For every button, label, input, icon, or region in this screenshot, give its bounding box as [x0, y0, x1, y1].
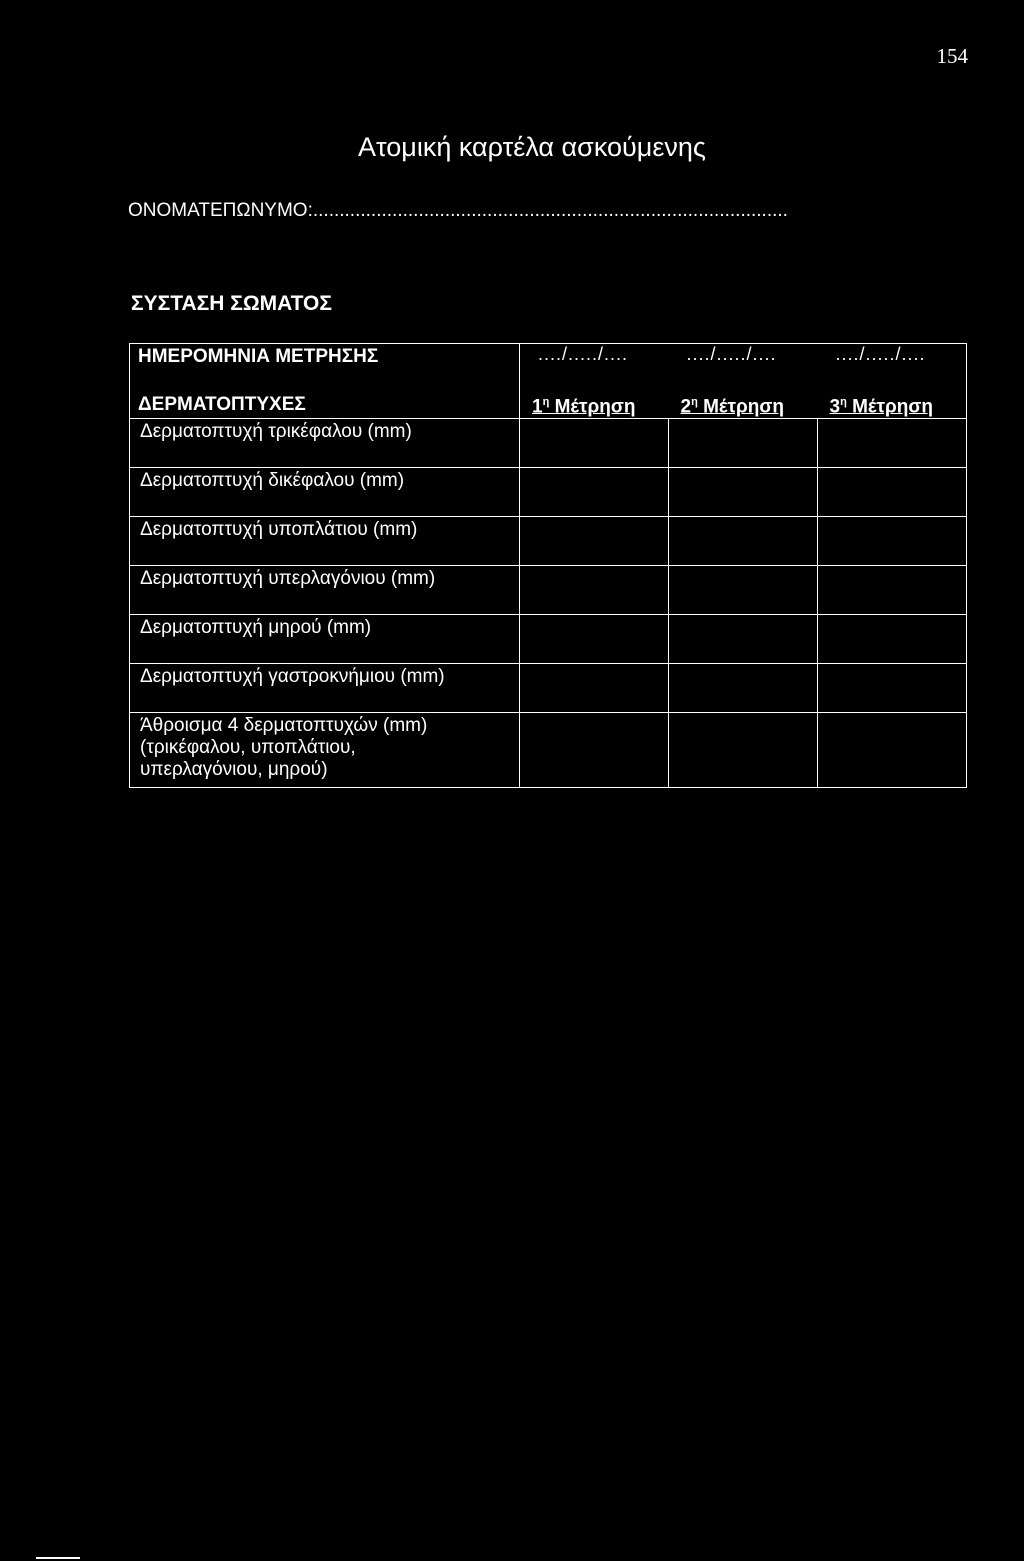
value-cell[interactable] — [520, 566, 669, 615]
value-cell[interactable] — [669, 566, 818, 615]
value-cell[interactable] — [818, 713, 967, 788]
skinfolds-header: ΔΕΡΜΑΤΟΠΤΥΧΕΣ — [138, 394, 306, 415]
measurement-1-date: ..../...../.... — [538, 344, 629, 364]
row-label: Δερματοπτυχή υποπλάτιου (mm) — [130, 517, 520, 566]
value-cell[interactable] — [520, 615, 669, 664]
measurement-1-label: $1^\eta$ Μέτρηση — [532, 396, 636, 418]
value-cell[interactable] — [520, 664, 669, 713]
measurement-3-header — [818, 344, 967, 419]
measurement-2-label: $2^\eta$ Μέτρηση — [680, 396, 784, 418]
value-cell[interactable] — [520, 468, 669, 517]
table-row — [130, 517, 967, 566]
measurement-3-label: $3^\eta$ Μέτρηση — [829, 396, 933, 418]
name-dots: .......................................................................................... — [312, 200, 788, 221]
value-cell[interactable] — [818, 615, 967, 664]
row-label: Δερματοπτυχή δικέφαλου (mm) — [130, 468, 520, 517]
table-row — [130, 419, 967, 468]
measurement-1-header — [520, 344, 669, 419]
date-header: ΗΜΕΡΟΜΗΝΙΑ ΜΕΤΡΗΣΗΣ — [138, 346, 379, 367]
header-row — [130, 344, 967, 419]
value-cell[interactable] — [818, 664, 967, 713]
name-label: ΟΝΟΜΑΤΕΠΩΝΥΜΟ: — [128, 200, 313, 221]
value-cell[interactable] — [520, 517, 669, 566]
value-cell[interactable] — [669, 713, 818, 788]
value-cell[interactable] — [520, 713, 669, 788]
value-cell[interactable] — [669, 419, 818, 468]
table-row — [130, 664, 967, 713]
value-cell[interactable] — [818, 517, 967, 566]
table-row — [130, 615, 967, 664]
value-cell[interactable] — [520, 419, 669, 468]
row-label: Δερματοπτυχή υπερλαγόνιου (mm) — [130, 566, 520, 615]
value-cell[interactable] — [669, 615, 818, 664]
skinfold-table — [129, 343, 967, 788]
value-cell[interactable] — [669, 664, 818, 713]
row-label: Δερματοπτυχή γαστροκνήμιου (mm) — [130, 664, 520, 713]
value-cell[interactable] — [818, 566, 967, 615]
section-heading: ΣΥΣΤΑΣΗ ΣΩΜΑΤΟΣ — [131, 292, 332, 315]
table-row — [130, 468, 967, 517]
footnote-rule — [36, 1557, 80, 1559]
sum-row — [130, 713, 967, 788]
measurement-2-header — [669, 344, 818, 419]
value-cell[interactable] — [669, 468, 818, 517]
value-cell[interactable] — [818, 468, 967, 517]
measurement-2-date: ..../...../.... — [686, 344, 777, 364]
value-cell[interactable] — [818, 419, 967, 468]
row-label: Δερματοπτυχή μηρού (mm) — [130, 615, 520, 664]
measurement-3-date: ..../...../.... — [835, 344, 926, 364]
row-label: Δερματοπτυχή τρικέφαλου (mm) — [130, 419, 520, 468]
table-row — [130, 566, 967, 615]
value-cell[interactable] — [669, 517, 818, 566]
card-title: Ατομική καρτέλα ασκούμενης — [358, 132, 706, 162]
name-line — [128, 200, 788, 222]
header-label-cell — [130, 344, 520, 419]
page-number: 154 — [936, 44, 968, 68]
sum-label: Άθροισμα 4 δερματοπτυχών (mm) (τρικέφαλου, υποπλάτιου, υπερλαγόνιου, μηρού) — [130, 713, 520, 788]
